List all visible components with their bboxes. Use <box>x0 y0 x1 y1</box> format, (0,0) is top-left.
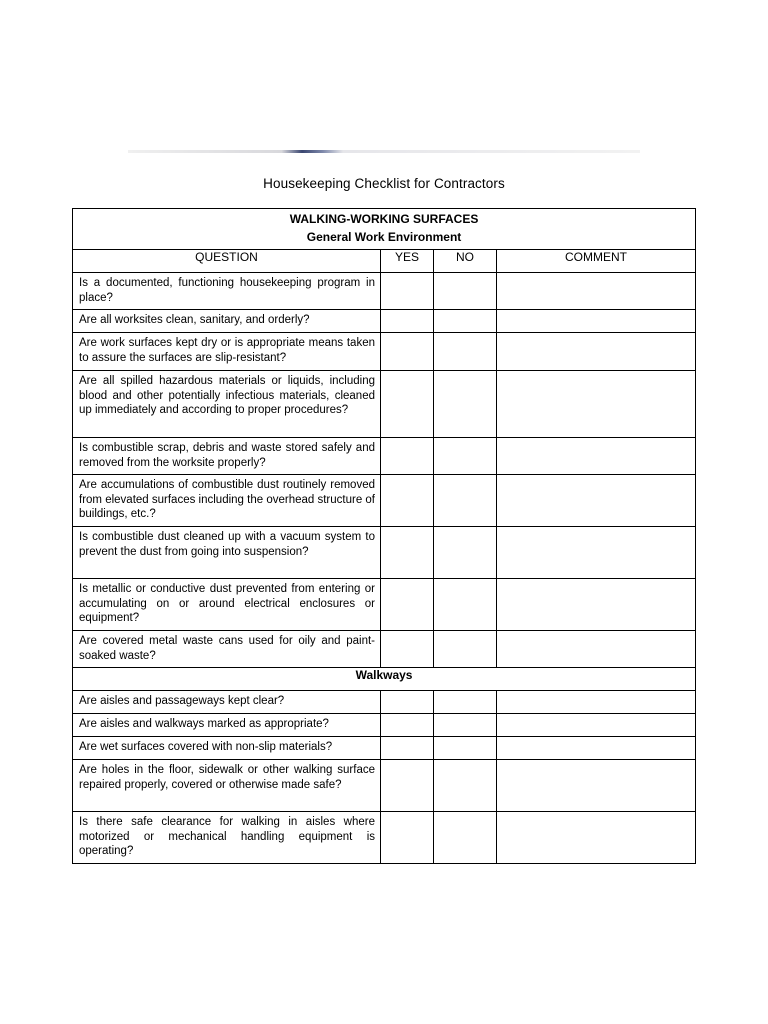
comment-cell[interactable] <box>497 714 696 737</box>
section-header-row <box>73 668 696 691</box>
yes-cell[interactable] <box>381 760 434 812</box>
no-cell[interactable] <box>434 691 497 714</box>
question-cell: Is metallic or conductive dust prevented from entering or accumulating on or around electrical enclosures or equipment? <box>73 579 381 631</box>
no-cell[interactable] <box>434 333 497 371</box>
question-cell: Is combustible scrap, debris and waste stored safely and removed from the worksite properly? <box>73 438 381 475</box>
no-cell[interactable] <box>434 579 497 631</box>
comment-cell[interactable] <box>497 527 696 579</box>
comment-cell[interactable] <box>497 737 696 760</box>
table-title-cell <box>73 209 696 250</box>
yes-cell[interactable] <box>381 579 434 631</box>
table-sub-title: General Work Environment <box>306 230 462 244</box>
yes-cell[interactable] <box>381 371 434 438</box>
question-cell: Are all worksites clean, sanitary, and orderly? <box>73 310 381 333</box>
table-row <box>73 438 696 475</box>
section-title-walkways: Walkways <box>73 668 696 691</box>
yes-cell[interactable] <box>381 273 434 310</box>
question-cell: Are aisles and walkways marked as appropriate? <box>73 714 381 737</box>
table-row <box>73 273 696 310</box>
table-row <box>73 691 696 714</box>
question-cell: Is a documented, functioning housekeeping program in place? <box>73 273 381 310</box>
comment-cell[interactable] <box>497 333 696 371</box>
comment-cell[interactable] <box>497 273 696 310</box>
header-question: QUESTION <box>73 250 381 273</box>
no-cell[interactable] <box>434 475 497 527</box>
comment-cell[interactable] <box>497 438 696 475</box>
table-row <box>73 310 696 333</box>
yes-cell[interactable] <box>381 714 434 737</box>
header-comment: COMMENT <box>497 250 696 273</box>
table-row <box>73 475 696 527</box>
comment-cell[interactable] <box>497 760 696 812</box>
no-cell[interactable] <box>434 714 497 737</box>
question-cell: Are wet surfaces covered with non-slip materials? <box>73 737 381 760</box>
comment-cell[interactable] <box>497 371 696 438</box>
yes-cell[interactable] <box>381 475 434 527</box>
no-cell[interactable] <box>434 527 497 579</box>
table-row <box>73 812 696 864</box>
question-cell: Are work surfaces kept dry or is appropriate means taken to assure the surfaces are slip-resistant? <box>73 333 381 371</box>
comment-cell[interactable] <box>497 310 696 333</box>
table-row <box>73 527 696 579</box>
table-row <box>73 333 696 371</box>
yes-cell[interactable] <box>381 333 434 371</box>
table-row <box>73 631 696 668</box>
comment-cell[interactable] <box>497 631 696 668</box>
question-cell: Are accumulations of combustible dust routinely removed from elevated surfaces including the overhead structure of buildings, etc.? <box>73 475 381 527</box>
no-cell[interactable] <box>434 310 497 333</box>
no-cell[interactable] <box>434 438 497 475</box>
table-title-row <box>73 209 696 250</box>
no-cell[interactable] <box>434 371 497 438</box>
question-cell: Are covered metal waste cans used for oily and paint-soaked waste? <box>73 631 381 668</box>
document-title: Housekeeping Checklist for Contractors <box>263 176 505 191</box>
table-row <box>73 371 696 438</box>
table-row <box>73 737 696 760</box>
header-divider <box>128 150 640 153</box>
yes-cell[interactable] <box>381 812 434 864</box>
table-main-title: WALKING-WORKING SURFACES <box>289 212 479 226</box>
question-cell: Is combustible dust cleaned up with a vacuum system to prevent the dust from going into suspension? <box>73 527 381 579</box>
no-cell[interactable] <box>434 760 497 812</box>
no-cell[interactable] <box>434 812 497 864</box>
question-cell: Is there safe clearance for walking in aisles where motorized or mechanical handling equipment is operating? <box>73 812 381 864</box>
no-cell[interactable] <box>434 631 497 668</box>
question-cell: Are aisles and passageways kept clear? <box>73 691 381 714</box>
checklist-table <box>72 208 696 864</box>
table-row <box>73 579 696 631</box>
yes-cell[interactable] <box>381 691 434 714</box>
comment-cell[interactable] <box>497 579 696 631</box>
header-no: NO <box>434 250 497 273</box>
yes-cell[interactable] <box>381 737 434 760</box>
column-header-row <box>73 250 696 273</box>
yes-cell[interactable] <box>381 438 434 475</box>
yes-cell[interactable] <box>381 631 434 668</box>
question-cell: Are all spilled hazardous materials or liquids, including blood and other potentially infectious materials, cleaned up immediately and according to proper procedures? <box>73 371 381 438</box>
yes-cell[interactable] <box>381 527 434 579</box>
yes-cell[interactable] <box>381 310 434 333</box>
no-cell[interactable] <box>434 273 497 310</box>
comment-cell[interactable] <box>497 691 696 714</box>
question-cell: Are holes in the floor, sidewalk or other walking surface repaired properly, covered or otherwise made safe? <box>73 760 381 812</box>
header-yes: YES <box>381 250 434 273</box>
comment-cell[interactable] <box>497 475 696 527</box>
comment-cell[interactable] <box>497 812 696 864</box>
no-cell[interactable] <box>434 737 497 760</box>
table-row <box>73 714 696 737</box>
table-row <box>73 760 696 812</box>
